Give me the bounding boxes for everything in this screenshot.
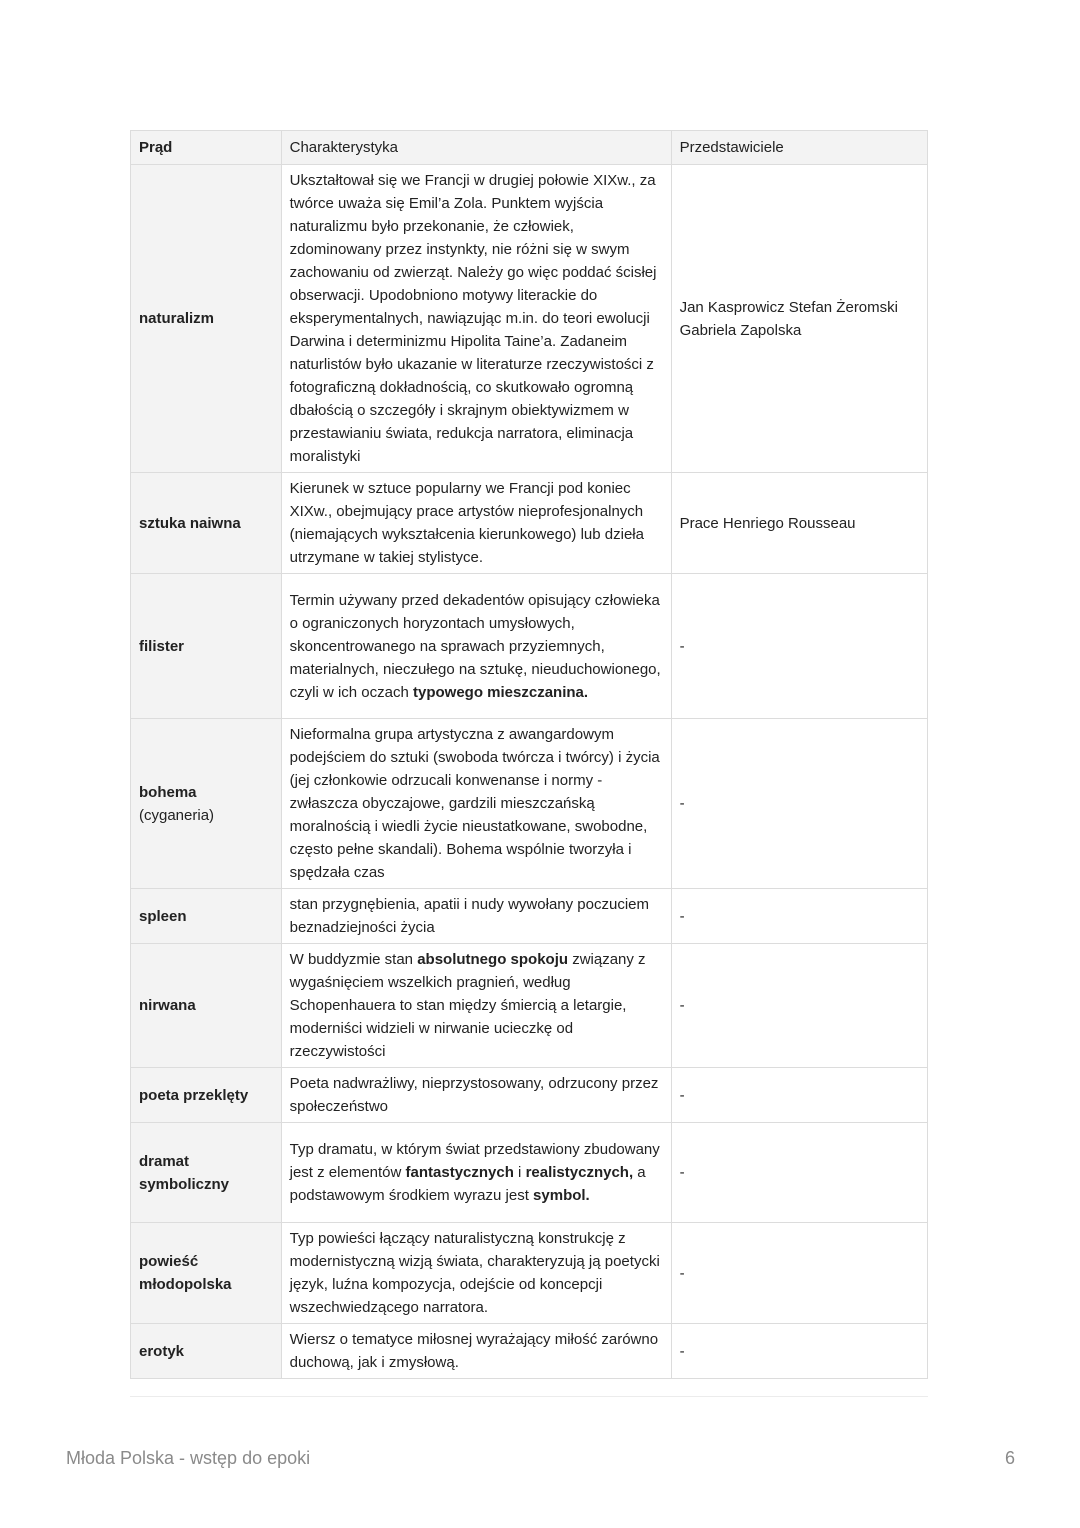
representatives-cell: Jan Kasprowicz Stefan Żeromski Gabriela Zapolska	[671, 165, 927, 473]
term-cell	[131, 719, 282, 889]
description-cell	[281, 889, 671, 944]
header-row	[131, 131, 928, 165]
term-label: powieść młodopolska	[139, 1253, 232, 1293]
term-label: spleen	[139, 907, 187, 925]
table-row	[131, 1123, 928, 1223]
header-representatives: Przedstawiciele	[671, 131, 927, 165]
table-row	[131, 889, 928, 944]
representatives-cell: -	[671, 889, 927, 944]
representatives-cell: -	[671, 574, 927, 719]
description-text: Ukształtował się we Francji w drugiej połowie XIXw., za twórce uważa się Emil’a Zola. Punktem wyjścia naturalizmu było przekonanie, że człowiek, zdominowany przez instynkty, nie różni się w swym zachowaniu od zwierząt. Należy go więc poddać ścisłej obserwacji. Upodobniono motywy literackie do eksperymentalnych, nawiązując m.in. do teori ewolucji Darwina i determinizmu Hipolita Taine’a. Zadaneim naturlistów było ukazanie w literaturze rzeczywistości z fotograficzną dokładnością, co skutkowało ogromną dbałością o szczegóły i skrajnym obiektywizmem w przestawianiu świata, redukcja narratora, eliminacja moralistyki	[289, 172, 657, 465]
description-text: związany z wygaśnięciem wszelkich pragnień, według Schopenhauera to stan między śmiercią a letargie, moderniści widzieli w nirwanie ucieczkę od rzeczywistości	[289, 951, 646, 1060]
description-cell	[281, 574, 671, 719]
description-cell	[281, 1068, 671, 1123]
term-label: poeta przeklęty	[139, 1086, 249, 1104]
representatives-cell: -	[671, 1068, 927, 1123]
description-cell	[281, 473, 671, 574]
term-label: erotyk	[139, 1342, 185, 1360]
description-text: Wiersz o tematyce miłosnej wyrażający miłość zarówno duchową, jak i zmysłową.	[289, 1331, 659, 1371]
table-row	[131, 944, 928, 1068]
description-emphasis: fantastycznych	[405, 1164, 514, 1181]
description-text: stan przygnębienia, apatii i nudy wywołany poczuciem beznadziejności życia	[289, 896, 649, 936]
term-label: filister	[139, 637, 185, 655]
term-cell	[131, 1068, 282, 1123]
term-cell	[131, 1324, 282, 1379]
table-row	[131, 473, 928, 574]
table-body	[131, 165, 928, 1379]
description-cell	[281, 1123, 671, 1223]
description-cell	[281, 719, 671, 889]
description-cell	[281, 1324, 671, 1379]
description-text: Poeta nadwrażliwy, nieprzystosowany, odrzucony przez społeczeństwo	[289, 1075, 659, 1115]
table-row	[131, 1068, 928, 1123]
description-emphasis: realistycznych,	[525, 1164, 634, 1181]
description-emphasis: absolutnego spokoju	[417, 951, 569, 968]
term-cell	[131, 473, 282, 574]
header-term: Prąd	[131, 131, 282, 165]
term-cell	[131, 944, 282, 1068]
description-cell	[281, 1223, 671, 1324]
representatives-cell: -	[671, 944, 927, 1068]
term-label: dramat symboliczny	[139, 1152, 230, 1193]
description-emphasis: symbol.	[533, 1187, 590, 1204]
terms-table	[130, 130, 928, 1379]
term-label: sztuka naiwna	[139, 514, 241, 532]
term-suffix: (cyganeria)	[139, 806, 215, 824]
representatives-cell: Prace Henriego Rousseau	[671, 473, 927, 574]
page-number: 6	[1004, 1448, 1015, 1468]
table-row	[131, 719, 928, 889]
table-header	[131, 131, 928, 165]
representatives-cell: -	[671, 1123, 927, 1223]
table-row	[131, 1324, 928, 1379]
term-cell	[131, 1223, 282, 1324]
representatives-cell: -	[671, 1324, 927, 1379]
term-label: nirwana	[139, 997, 196, 1014]
term-cell	[131, 574, 282, 719]
description-cell	[281, 944, 671, 1068]
footer-title: Młoda Polska - wstęp do epoki	[66, 1448, 311, 1468]
description-text: Typ powieści łączący naturalistyczną konstrukcję z modernistyczną wizją świata, charakteryzują ją poetycki język, luźna kompozycja, odejście od koncepcji wszechwiedzącego narratora.	[289, 1230, 660, 1316]
description-cell	[281, 165, 671, 473]
representatives-cell: -	[671, 719, 927, 889]
bottom-divider	[130, 1396, 928, 1397]
description-text: Typ dramatu, w którym świat przedstawiony zbudowany jest z elementów	[289, 1141, 660, 1181]
description-text: W buddyzmie stan	[289, 951, 418, 968]
description-text: a podstawowym środkiem wyrazu jest	[289, 1164, 646, 1204]
description-emphasis: typowego mieszczanina.	[413, 683, 589, 701]
description-text: Nieformalna grupa artystyczna z awangardowym podejściem do sztuki (swoboda twórcza i twórcy) i życia (jej członkowie odrzucali konwenanse i normy - zwłaszcza obyczajowe, gardzili mieszczańską moralnością i wiedli życie nieustatkowane, swobodne, często pełne skandali). Bohema wspólnie tworzyła i spędzała czas	[289, 726, 660, 881]
term-cell	[131, 165, 282, 473]
representatives-cell: -	[671, 1223, 927, 1324]
description-text: Kierunek w sztuce popularny we Francji pod koniec XIXw., obejmujący prace artystów nieprofesjonalnych (niemających wykształcenia kierunkowego) lub dzieła utrzymane w takiej stylistyce.	[289, 480, 644, 566]
description-text: i	[513, 1164, 526, 1181]
table-row	[131, 574, 928, 719]
term-label: bohema	[139, 783, 197, 801]
header-description: Charakterystyka	[281, 131, 671, 165]
term-cell	[131, 1123, 282, 1223]
table-row	[131, 165, 928, 473]
description-text: Termin używany przed dekadentów opisujący człowieka o ograniczonych horyzontach umysłowych, skoncentrowanego na sprawach przyziemnych, materialnych, nieczułego na sztukę, nieuduchowionego, czyli w ich oczach	[289, 591, 661, 701]
table-row	[131, 1223, 928, 1324]
term-cell	[131, 889, 282, 944]
term-label: naturalizm	[139, 310, 215, 327]
